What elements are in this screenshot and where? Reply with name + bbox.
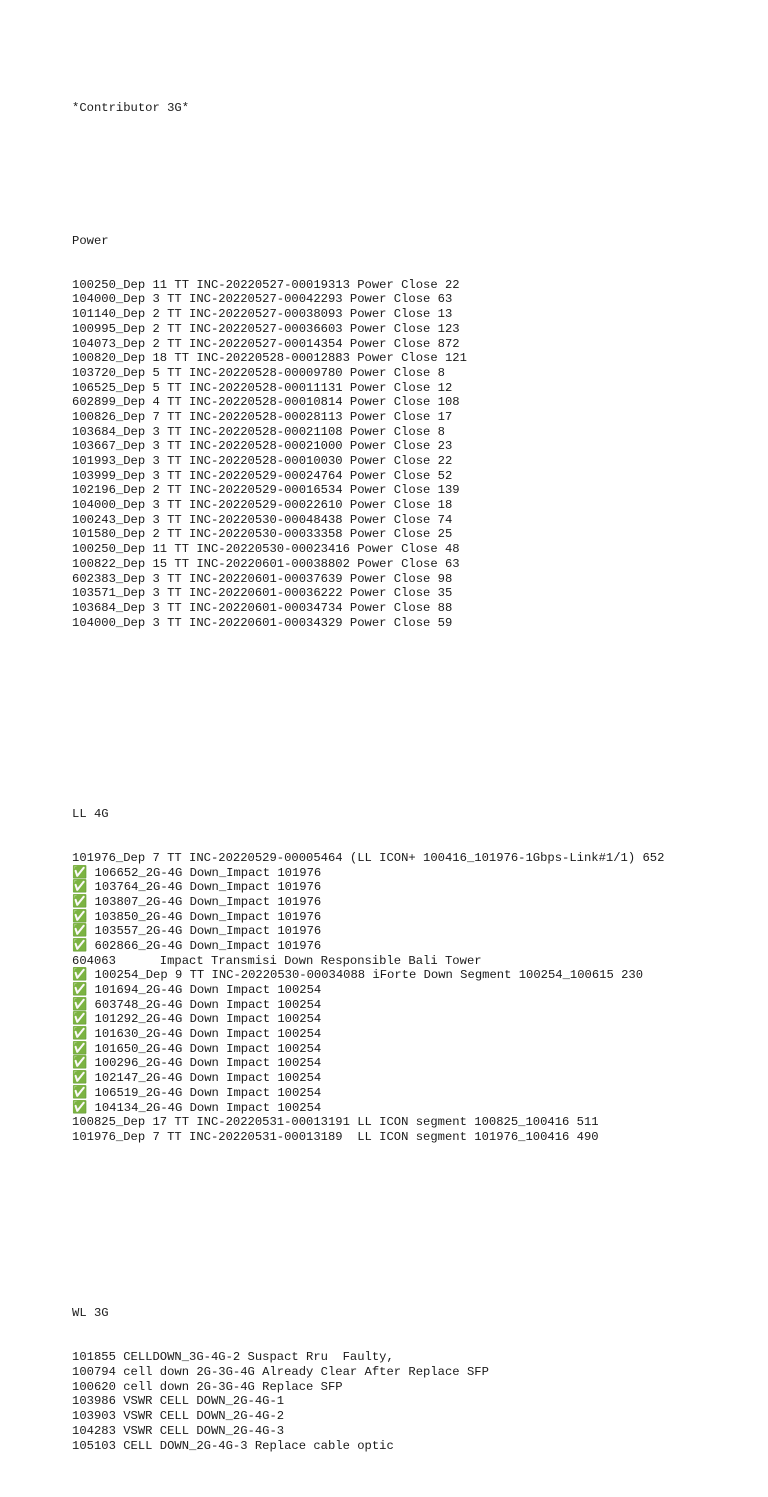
list-item-text: 101976_Dep 7 TT INC-20220529-00005464 (LL ICON+ 100416_101976-1Gbps-Link#1/1) 652 [72, 850, 665, 865]
power-list [72, 278, 664, 631]
list-item: 100250_Dep 11 TT INC-20220530-00023416 Power Close 48 [72, 542, 460, 557]
list-item: 106525_Dep 5 TT INC-20220528-00011131 Power Close 12 [72, 380, 453, 395]
list-item [72, 1056, 664, 1071]
list-item: 104073_Dep 2 TT INC-20220527-00014354 Power Close 872 [72, 336, 460, 351]
list-item-text: 604063 Impact Transmisi Down Responsible Bali Tower [72, 953, 482, 968]
list-item-text: 102147_2G-4G Down Impact 100254 [87, 1071, 322, 1086]
list-item: 101855 CELLDOWN_3G-4G-2 Suspact Rru Faulty, [72, 1350, 394, 1365]
ll4g-list [72, 851, 664, 1145]
ll4g-heading: LL 4G [72, 806, 109, 821]
list-item-text: 101630_2G-4G Down Impact 100254 [87, 1027, 322, 1042]
list-item: 102196_Dep 2 TT INC-20220529-00016534 Power Close 139 [72, 483, 460, 498]
list-item [72, 968, 664, 983]
check-mark-icon: ✅ [72, 924, 88, 939]
list-item-text: 602866_2G-4G Down_Impact 101976 [87, 938, 322, 953]
list-item: 104000_Dep 3 TT INC-20220529-00022610 Power Close 18 [72, 498, 453, 513]
list-item [72, 998, 664, 1013]
check-mark-icon: ✅ [72, 1012, 88, 1027]
spacer [72, 704, 664, 733]
list-item-text: 101694_2G-4G Down Impact 100254 [87, 983, 322, 997]
check-mark-icon: ✅ [72, 909, 88, 924]
list-item: 100822_Dep 15 TT INC-20220601-00038802 Power Close 63 [72, 556, 460, 571]
list-item: 100620 cell down 2G-3G-4G Replace SFP [72, 1379, 343, 1394]
spacer [72, 1218, 664, 1233]
list-item [72, 983, 664, 998]
list-item [72, 939, 664, 954]
list-item: 100243_Dep 3 TT INC-20220530-00048438 Power Close 74 [72, 512, 453, 527]
list-item [72, 1027, 664, 1042]
check-mark-icon: ✅ [72, 938, 88, 953]
wl3g-heading: WL 3G [72, 1306, 109, 1321]
list-item-text: 101292_2G-4G Down Impact 100254 [87, 1012, 322, 1027]
list-item-text: 103807_2G-4G Down_Impact 101976 [87, 894, 322, 909]
list-item: 103684_Dep 3 TT INC-20220528-00021108 Power Close 8 [72, 424, 445, 439]
list-item: 100794 cell down 2G-3G-4G Already Clear After Replace SFP [72, 1365, 489, 1380]
list-item [72, 910, 664, 925]
list-item: 103720_Dep 5 TT INC-20220528-00009780 Power Close 8 [72, 365, 445, 380]
list-item: 602383_Dep 3 TT INC-20220601-00037639 Power Close 98 [72, 571, 453, 586]
list-item-text: 101650_2G-4G Down Impact 100254 [87, 1041, 322, 1056]
list-item: 105103 CELL DOWN_2G-4G-3 Replace cable optic [72, 1438, 394, 1453]
check-mark-icon: ✅ [72, 865, 88, 880]
list-item: 104283 VSWR CELL DOWN_2G-4G-3 [72, 1423, 285, 1438]
list-item-text: 103764_2G-4G Down_Impact 101976 [87, 880, 322, 895]
list-item [72, 1086, 664, 1101]
list-item [72, 851, 664, 866]
power-heading: Power [72, 233, 109, 248]
list-item-text: 104134_2G-4G Down Impact 100254 [87, 1100, 322, 1115]
check-mark-icon: ✅ [72, 894, 88, 909]
list-item [72, 895, 664, 910]
list-item [72, 866, 664, 881]
list-item-text: 100296_2G-4G Down Impact 100254 [87, 1056, 322, 1071]
check-mark-icon: ✅ [72, 1085, 88, 1100]
list-item: 101140_Dep 2 TT INC-20220527-00038093 Power Close 13 [72, 307, 453, 322]
wl3g-section [72, 1277, 664, 1483]
list-item: 100995_Dep 2 TT INC-20220527-00036603 Power Close 123 [72, 321, 460, 336]
list-item [72, 880, 664, 895]
list-item [72, 924, 664, 939]
list-item: 100820_Dep 18 TT INC-20220528-00012883 Power Close 121 [72, 351, 467, 366]
check-mark-icon: ✅ [72, 1056, 88, 1071]
check-mark-icon: ✅ [72, 983, 88, 997]
list-item-text: 106519_2G-4G Down Impact 100254 [87, 1085, 322, 1100]
list-item: 103903 VSWR CELL DOWN_2G-4G-2 [72, 1409, 285, 1424]
list-item: 103571_Dep 3 TT INC-20220601-00036222 Power Close 35 [72, 586, 453, 601]
wl3g-list [72, 1350, 664, 1453]
list-item: 104000_Dep 3 TT INC-20220601-00034329 Power Close 59 [72, 615, 453, 630]
list-item [72, 1042, 664, 1057]
list-item: 101993_Dep 3 TT INC-20220528-00010030 Power Close 22 [72, 454, 453, 469]
list-item: 100826_Dep 7 TT INC-20220528-00028113 Power Close 17 [72, 409, 453, 424]
list-item [72, 1101, 664, 1116]
power-section [72, 204, 664, 659]
list-item [72, 1071, 664, 1086]
list-item: 100250_Dep 11 TT INC-20220527-00019313 Power Close 22 [72, 277, 460, 292]
spacer [72, 146, 664, 161]
check-mark-icon: ✅ [72, 1071, 88, 1086]
list-item: 103986 VSWR CELL DOWN_2G-4G-1 [72, 1394, 285, 1409]
document-page [72, 72, 664, 1497]
check-mark-icon: ✅ [72, 880, 88, 895]
check-mark-icon: ✅ [72, 1041, 88, 1056]
list-item: 103684_Dep 3 TT INC-20220601-00034734 Power Close 88 [72, 600, 453, 615]
list-item-text: 106652_2G-4G Down_Impact 101976 [87, 865, 322, 880]
document-title: *Contributor 3G* [72, 101, 190, 116]
ll4g-section [72, 777, 664, 1174]
list-item [72, 954, 664, 969]
list-item: 101580_Dep 2 TT INC-20220530-00033358 Power Close 25 [72, 527, 453, 542]
list-item-text: 103557_2G-4G Down_Impact 101976 [87, 924, 322, 939]
list-item: 103999_Dep 3 TT INC-20220529-00024764 Power Close 52 [72, 468, 453, 483]
list-item [72, 1115, 664, 1130]
list-item: 103667_Dep 3 TT INC-20220528-00021000 Power Close 23 [72, 439, 453, 454]
list-item-text: 100825_Dep 17 TT INC-20220531-00013191 LL ICON segment 100825_100416 511 [72, 1115, 599, 1130]
check-mark-icon: ✅ [72, 968, 88, 983]
list-item-text: 100254_Dep 9 TT INC-20220530-00034088 iForte Down Segment 100254_100615 230 [87, 968, 644, 983]
list-item: 104000_Dep 3 TT INC-20220527-00042293 Power Close 63 [72, 292, 453, 307]
list-item-text: 603748_2G-4G Down Impact 100254 [87, 997, 322, 1012]
list-item-text: 103850_2G-4G Down_Impact 101976 [87, 909, 322, 924]
check-mark-icon: ✅ [72, 1027, 88, 1042]
list-item [72, 1012, 664, 1027]
check-mark-icon: ✅ [72, 1100, 88, 1115]
check-mark-icon: ✅ [72, 997, 88, 1012]
list-item [72, 1130, 664, 1145]
list-item-text: 101976_Dep 7 TT INC-20220531-00013189 LL ICON segment 101976_100416 490 [72, 1129, 599, 1144]
list-item: 602899_Dep 4 TT INC-20220528-00010814 Power Close 108 [72, 395, 460, 410]
